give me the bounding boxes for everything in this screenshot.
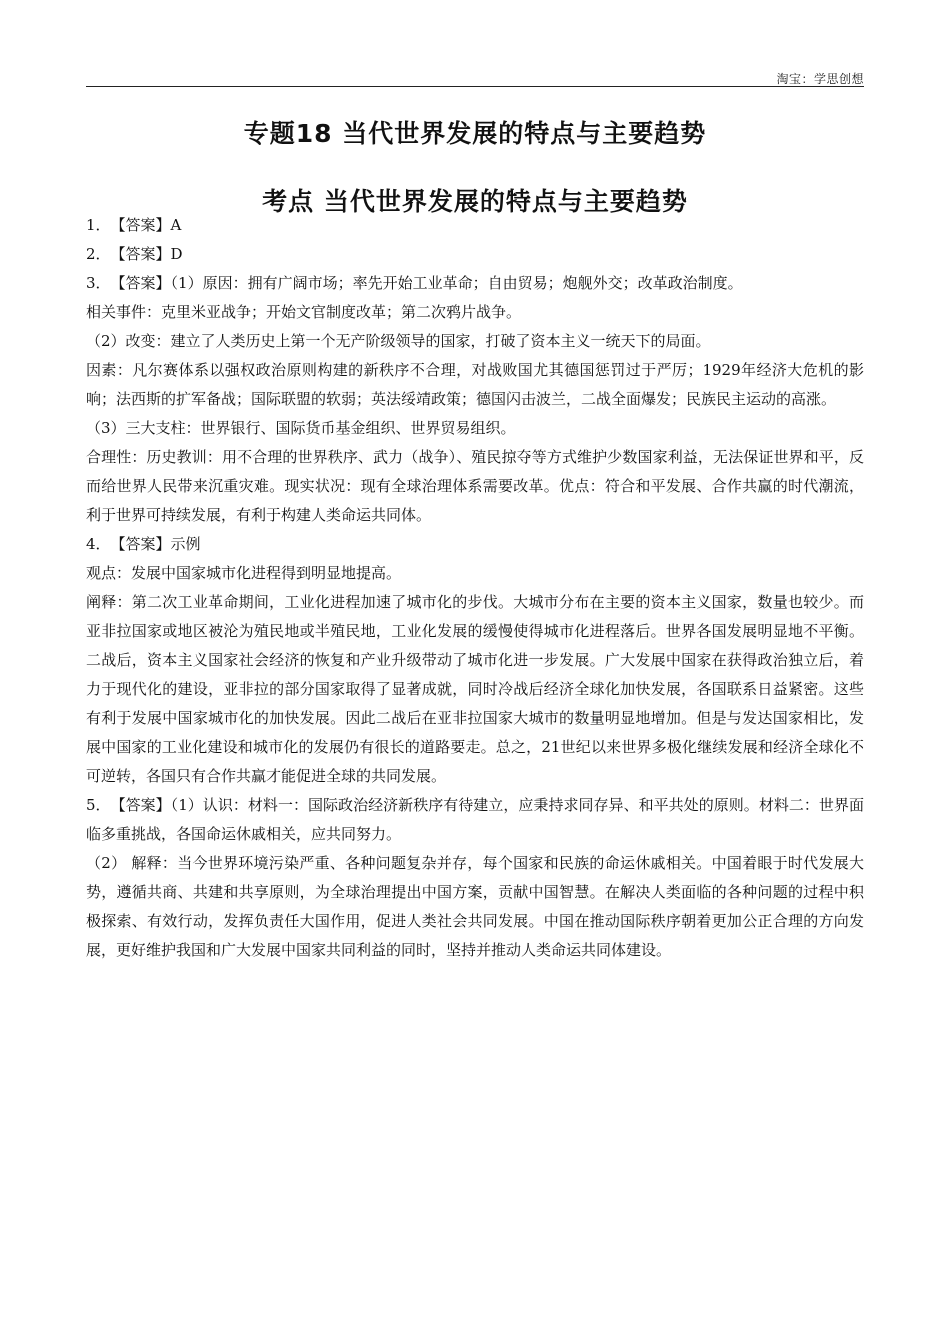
- answer-paragraph: [86, 269, 864, 298]
- answer-text: 【答案】A: [110, 216, 182, 234]
- answer-number: 1．: [86, 216, 111, 234]
- answer-text: （2） 解释：当今世界环境污染严重、各种问题复杂并存，每个国家和民族的命运休戚相关。中国着眼于时代发展大势，遵循共商、共建和共享原则，为全球治理提出中国方案，贡献中国智慧。在解决人类面临的各种问题的过程中积极探索、有效行动，发挥负责任大国作用，促进人类社会共同发展。中国在推动国际秩序朝着更加公正合理的方向发展，更好维护我国和广大发展中国家共同利益的同时，坚持并推动人类命运共同体建设。: [86, 854, 864, 959]
- answer-number: 2．: [86, 245, 111, 263]
- answer-list: [86, 211, 864, 965]
- answer-number: 4．: [86, 535, 111, 553]
- answer-paragraph: [86, 327, 864, 356]
- answer-paragraph: [86, 240, 864, 269]
- answer-text: 相关事件：克里米亚战争；开始文官制度改革；第二次鸦片战争。: [86, 303, 522, 321]
- answer-text: （2）改变：建立了人类历史上第一个无产阶级领导的国家，打破了资本主义一统天下的局面。: [86, 332, 711, 350]
- header-rule: [86, 86, 864, 87]
- answer-paragraph: [86, 530, 864, 559]
- answer-text: 【答案】D: [110, 245, 183, 263]
- answer-paragraph: [86, 559, 864, 588]
- answer-paragraph: [86, 414, 864, 443]
- answer-number: 5．: [86, 796, 111, 814]
- answer-text: 合理性：历史教训：用不合理的世界秩序、武力（战争）、殖民掠夺等方式维护少数国家利益，无法保证世界和平，反而给世界人民带来沉重灾难。现实状况：现有全球治理体系需要改革。优点：符合和平发展、合作共赢的时代潮流，利于世界可持续发展，有利于构建人类命运共同体。: [86, 448, 864, 524]
- answer-text: （3）三大支柱：世界银行、国际货币基金组织、世界贸易组织。: [86, 419, 516, 437]
- answer-text: 观点：发展中国家城市化进程得到明显地提高。: [86, 564, 402, 582]
- answer-paragraph: [86, 791, 864, 849]
- header-shop-mark: 淘宝：学思创想: [776, 72, 864, 86]
- answer-paragraph: [86, 298, 864, 327]
- answer-text: 因素：凡尔赛体系以强权政治原则构建的新秩序不合理，对战败国尤其德国惩罚过于严厉；1929年经济大危机的影响；法西斯的扩军备战；国际联盟的软弱；英法绥靖政策；德国闪击波兰，二战全面爆发；民族民主运动的高涨。: [86, 361, 864, 408]
- answer-text: 阐释：第二次工业革命期间，工业化进程加速了城市化的步伐。大城市分布在主要的资本主义国家，数量也较少。而亚非拉国家或地区被沦为殖民地或半殖民地，工业化发展的缓慢使得城市化进程落后。世界各国发展明显地不平衡。二战后，资本主义国家社会经济的恢复和产业升级带动了城市化进一步发展。广大发展中国家在获得政治独立后，着力于现代化的建设，亚非拉的部分国家取得了显著成就，同时冷战后经济全球化加快发展，各国联系日益紧密。这些有利于发展中国家城市化的加快发展。因此二战后在亚非拉国家大城市的数量明显地增加。但是与发达国家相比，发展中国家的工业化建设和城市化的发展仍有很长的道路要走。总之，21世纪以来世界多极化继续发展和经济全球化不可逆转，各国只有合作共赢才能促进全球的共同发展。: [86, 593, 864, 785]
- answer-paragraph: [86, 211, 864, 240]
- document-title: 专题18 当代世界发展的特点与主要趋势: [243, 119, 707, 148]
- answer-paragraph: [86, 849, 864, 965]
- answer-paragraph: [86, 356, 864, 414]
- document-subtitle: 考点 当代世界发展的特点与主要趋势: [262, 187, 688, 216]
- answer-text: 【答案】示例: [110, 535, 201, 553]
- answer-paragraph: [86, 588, 864, 791]
- answer-paragraph: [86, 443, 864, 530]
- answer-number: 3．: [86, 274, 111, 292]
- answer-text: 【答案】（1）认识：材料一：国际政治经济新秩序有待建立，应秉持求同存异、和平共处的原则。材料二：世界面临多重挑战，各国命运休戚相关，应共同努力。: [86, 796, 864, 843]
- answer-text: 【答案】（1）原因：拥有广阔市场；率先开始工业革命；自由贸易；炮舰外交；改革政治制度。: [110, 274, 743, 292]
